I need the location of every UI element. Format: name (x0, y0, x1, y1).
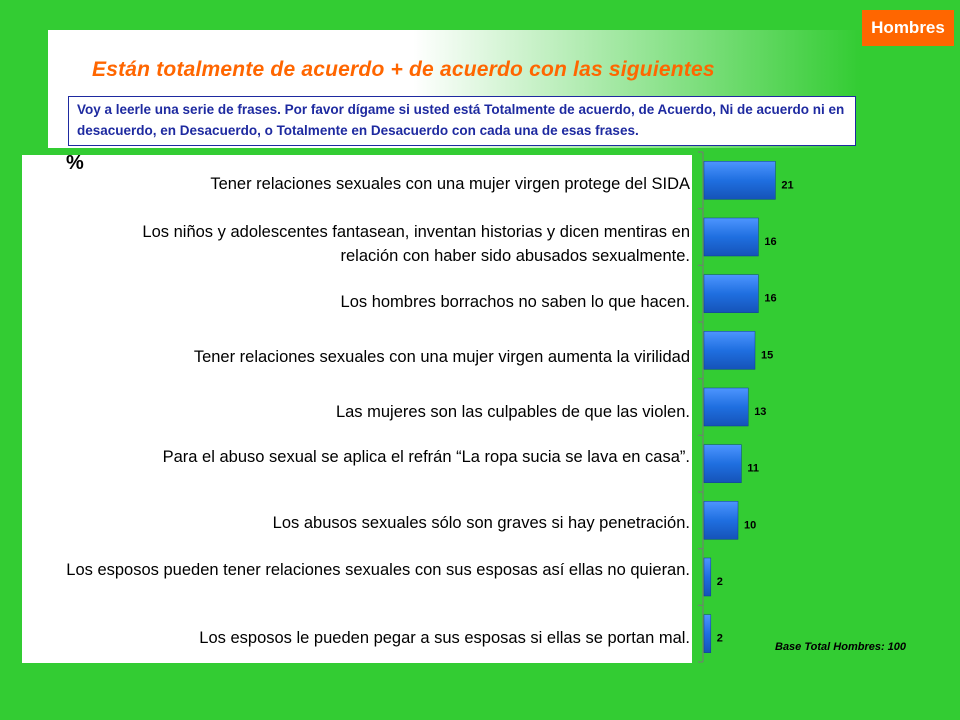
value-label-8: 2 (716, 576, 723, 588)
value-label-4: 15 (761, 349, 774, 362)
category-label-1: Tener relaciones sexuales con una mujer virgen protege del SIDA (210, 175, 690, 193)
category-label-3: Los hombres borrachos no saben lo que hacen. (340, 293, 690, 311)
bar-3 (704, 275, 758, 313)
category-label-9: Los esposos le pueden pegar a sus esposas si ellas se portan mal. (199, 629, 690, 647)
value-label-1: 21 (781, 179, 794, 192)
category-label-6: Para el abuso sexual se aplica el refrán “La ropa sucia se lava en casa”. (162, 448, 690, 466)
bar-9 (704, 615, 711, 653)
instruction-text: Voy a leerle una serie de frases. Por favor dígame si usted está Totalmente de acuerdo, de Acuerdo, Ni de acuerdo ni en desacuerdo, en Desacuerdo, o Totalmente en Desacuerdo con cada una de esas frases. (68, 96, 856, 146)
bar-8 (704, 558, 711, 596)
value-label-3: 16 (764, 292, 777, 305)
bar-1 (704, 161, 775, 199)
category-label-2: Los niños y adolescentes fantasean, inventan historias y dicen mentiras en relación con haber sido abusados sexualmente. (142, 223, 690, 265)
bar-4 (704, 331, 755, 369)
category-label-4: Tener relaciones sexuales con una mujer virgen aumenta la virilidad (193, 348, 690, 366)
category-label-5: Las mujeres son las culpables de que las violen. (335, 403, 690, 421)
hombres-badge: Hombres (862, 10, 954, 46)
category-label-7: Los abusos sexuales sólo son graves si hay penetración. (272, 514, 690, 532)
bar-5 (704, 388, 748, 426)
value-label-9: 2 (716, 632, 723, 645)
value-label-2: 16 (764, 236, 777, 248)
value-label-5: 13 (754, 406, 767, 418)
value-label-6: 11 (747, 462, 760, 475)
bar-2 (704, 218, 758, 256)
category-label-8: Los esposos pueden tener relaciones sexuales con sus esposas así ellas no quieran. (66, 561, 690, 579)
bar-6 (704, 445, 741, 483)
bar-7 (704, 501, 738, 539)
percent-unit-label: % (66, 152, 84, 174)
chart-title: Están totalmente de acuerdo + de acuerdo con las siguientes (92, 58, 715, 81)
value-label-7: 10 (744, 519, 757, 532)
base-note: Base Total Hombres: 100 (775, 641, 907, 653)
